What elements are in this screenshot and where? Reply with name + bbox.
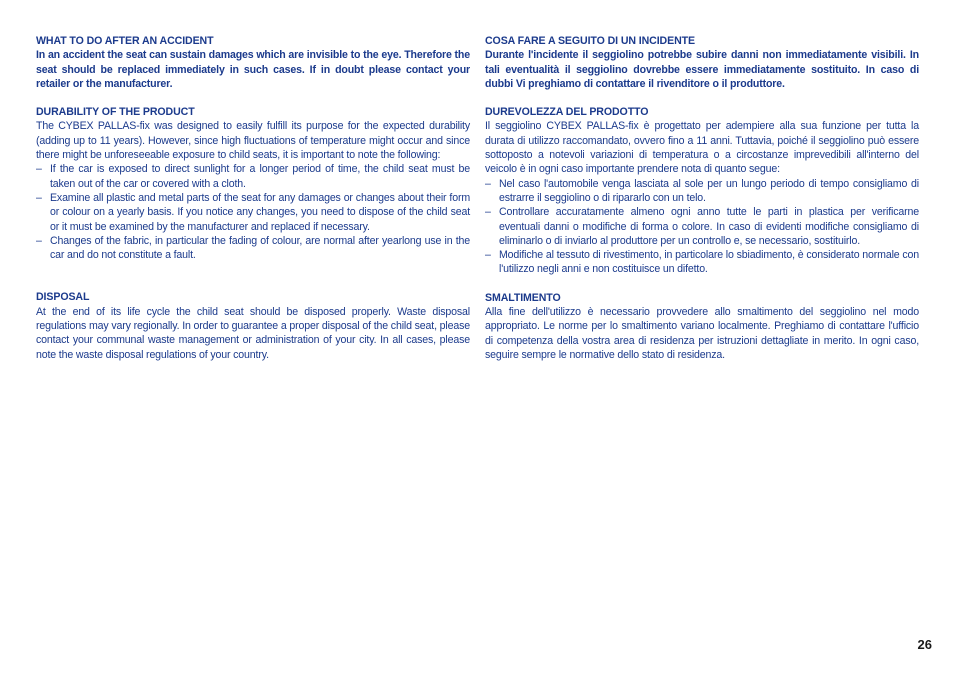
durability-list (485, 177, 919, 277)
accident-heading: COSA FARE A SEGUITO DI UN INCIDENTE (485, 35, 695, 47)
list-item: – Nel caso l'automobile venga lasciata al sole per un lungo periodo di tempo consigliamo di estrarre il seggiolino o di ripararlo con un telo. (485, 177, 919, 204)
italian-column (485, 34, 919, 362)
durability-heading: DUREVOLEZZA DEL PRODOTTO (485, 106, 649, 119)
list-item: – Controllare accuratamente almeno ogni anno tutte le parti in plastica per verificarne eventuali danni o modifiche di forma o colore. In caso di evidenti modifiche consigliamo di eliminarlo o di inviarlo al produttore per un controllo e, se necessario, sostituirlo. (485, 206, 919, 247)
durability-list (36, 162, 470, 262)
accident-heading: WHAT TO DO AFTER AN ACCIDENT (36, 35, 214, 47)
disposal-text: Alla fine dell'utilizzo è necessario provvedere allo smaltimento del seggiolino nel modo appropriato. Le norme per lo smaltimento variano localmente. Preghiamo di contattare l'ufficio di competenza della vostra area di residenza per istruzioni dettagliate in merito. In ogni caso, seguire sempre le normative dello stato di residenza. (485, 306, 919, 361)
durability-text: The CYBEX PALLAS-fix was designed to easily fulfill its purpose for the expected durability (adding up to 11 years). However, since high fluctuations of temperature might occur and since there might be unforeseeable exposure to child seats, it is important to note the following: (36, 120, 470, 162)
accident-section (36, 34, 470, 91)
durability-section (36, 105, 470, 262)
disposal-text: At the end of its life cycle the child seat should be disposed properly. Waste disposal regulations may vary regionally. In order to guarantee a proper disposal of the child seat, please contact your communal waste management or administration of your city. In all cases, please note the waste disposal regulations of your country. (36, 305, 470, 361)
list-item: – Modifiche al tessuto di rivestimento, in particolare lo sbiadimento, è considerato normale con l'utilizzo negli anni e non costituisce un difetto. (485, 249, 919, 276)
list-item: – If the car is exposed to direct sunlight for a longer period of time, the child seat must be taken out of the car or covered with a cloth. (36, 163, 470, 190)
durability-heading: DURABILITY OF THE PRODUCT (36, 106, 195, 119)
list-item: – Examine all plastic and metal parts of the seat for any damages or changes about their form or colour on a yearly basis. If you notice any changes, you need to dispose of the child seat or it must be examined by the manufacturer and replaced if necessary. (36, 191, 470, 233)
accident-text: In an accident the seat can sustain damages which are invisible to the eye. Therefore the seat should be replaced immediately in such cases. If in doubt please contact your retailer or the manufacturer. (36, 49, 470, 90)
durability-text: Il seggiolino CYBEX PALLAS-fix è progettato per adempiere alla sua funzione per tutta la durata di utilizzo raccomandato, ovvero fino a 11 anni. Tuttavia, poiché il seggiolino può essere sottoposto a notevoli variazioni di temperatura o a circostanze imprevedibili all'interno del veicolo è in ogni caso importante prendere nota di quanto segue: (485, 120, 919, 176)
accident-text: Durante l'incidente il seggiolino potrebbe subire danni non immediatamente visibili. In tali eventualità il seggiolino dovrebbe essere immediatamente sostituito. In caso di dubbi Vi preghiamo di contattare il rivenditore o il produttore. (485, 49, 919, 90)
disposal-heading: SMALTIMENTO (485, 291, 561, 304)
english-column (36, 34, 470, 362)
page-number: 26 (917, 637, 932, 652)
accident-section (485, 34, 919, 91)
list-item: – Changes of the fabric, in particular the fading of colour, are normal after yearlong use in the car and do not constitute a fault. (36, 234, 470, 262)
disposal-heading: DISPOSAL (36, 291, 90, 304)
disposal-section (36, 290, 470, 361)
disposal-section (485, 291, 919, 362)
durability-section (485, 105, 919, 277)
